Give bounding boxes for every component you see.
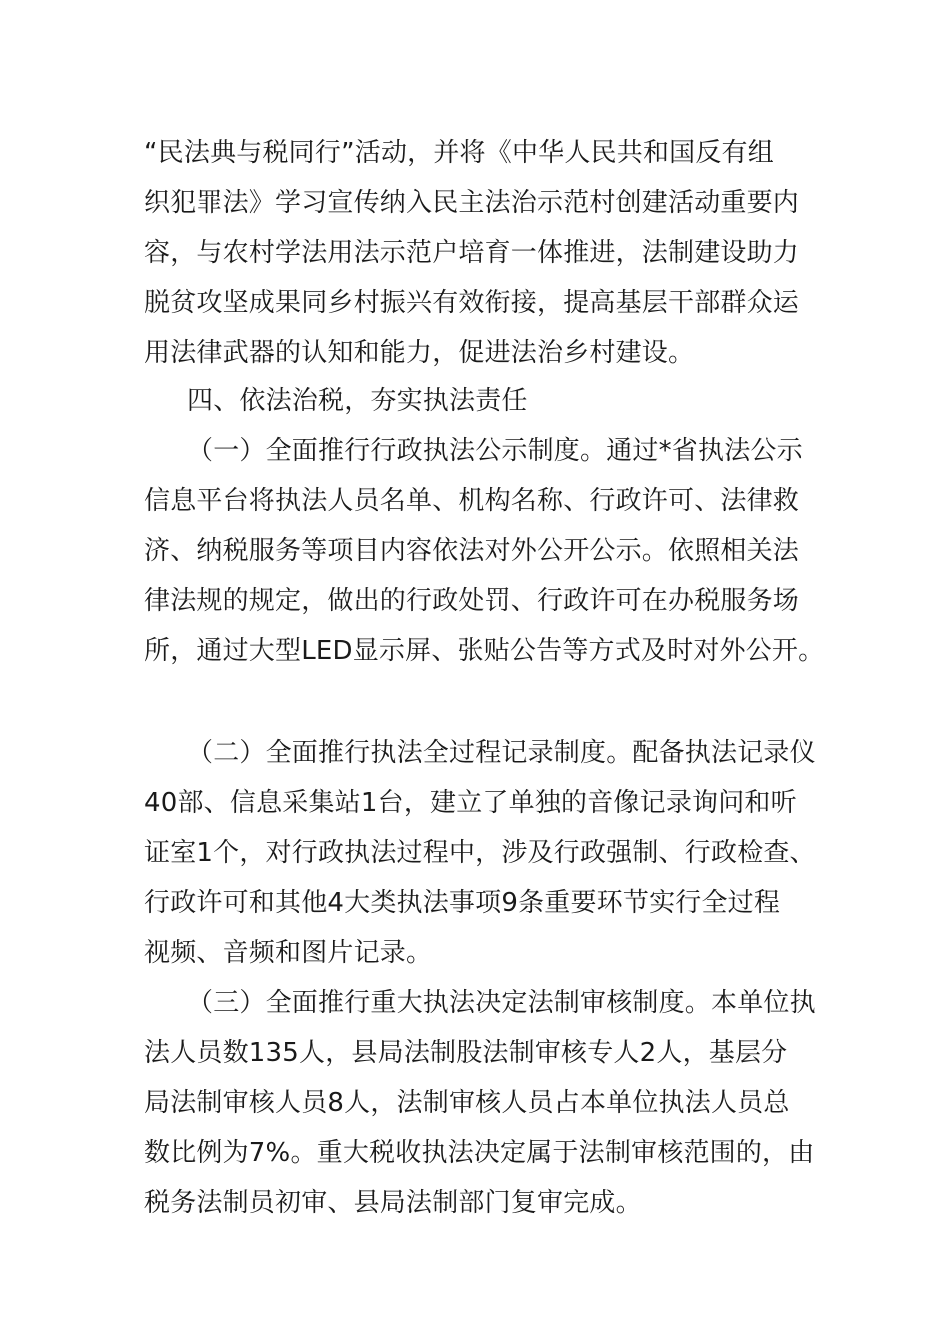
paragraph-line: 视频、音频和图片记录。 — [144, 938, 433, 968]
paragraph-line: （二）全面推行执法全过程记录制度。配备执法记录仪 — [187, 738, 816, 768]
paragraph-line: 40部、信息采集站1台，建立了单独的音像记录询问和听 — [144, 788, 797, 818]
paragraph-line: 证室1个，对行政执法过程中，涉及行政强制、行政检查、 — [144, 838, 816, 868]
paragraph-line: 信息平台将执法人员名单、机构名称、行政许可、法律救 — [144, 486, 800, 516]
paragraph-line: 数比例为7%。重大税收执法决定属于法制审核范围的，由 — [144, 1138, 815, 1168]
paragraph-line: 织犯罪法》学习宣传纳入民主法治示范村创建活动重要内 — [144, 188, 800, 218]
paragraph-line: 脱贫攻坚成果同乡村振兴有效衔接，提高基层干部群众运 — [144, 288, 800, 318]
paragraph-line: 局法制审核人员8人，法制审核人员占本单位执法人员总 — [144, 1088, 790, 1118]
paragraph-line: 行政许可和其他4大类执法事项9条重要环节实行全过程 — [144, 888, 781, 918]
section-heading: 四、依法治税，夯实执法责任 — [187, 386, 528, 416]
paragraph-line: 济、纳税服务等项目内容依法对外公开公示。依照相关法 — [144, 536, 800, 566]
paragraph-line: 律法规的规定，做出的行政处罚、行政许可在办税服务场 — [144, 586, 800, 616]
paragraph-line: 法人员数135人，县局法制股法制审核专人2人，基层分 — [144, 1038, 788, 1068]
paragraph-line: 税务法制员初审、县局法制部门复审完成。 — [144, 1188, 642, 1218]
paragraph-line: （一）全面推行行政执法公示制度。通过*省执法公示 — [187, 436, 803, 466]
paragraph-line: 所，通过大型LED显示屏、张贴公告等方式及时对外公开。 — [144, 636, 825, 666]
paragraph-line: 用法律武器的认知和能力，促进法治乡村建设。 — [144, 338, 695, 368]
paragraph-line: “民法典与税同行”活动，并将《中华人民共和国反有组 — [144, 138, 774, 168]
paragraph-line: （三）全面推行重大执法决定法制审核制度。本单位执 — [187, 988, 816, 1018]
paragraph-line: 容，与农村学法用法示范户培育一体推进，法制建设助力 — [144, 238, 800, 268]
